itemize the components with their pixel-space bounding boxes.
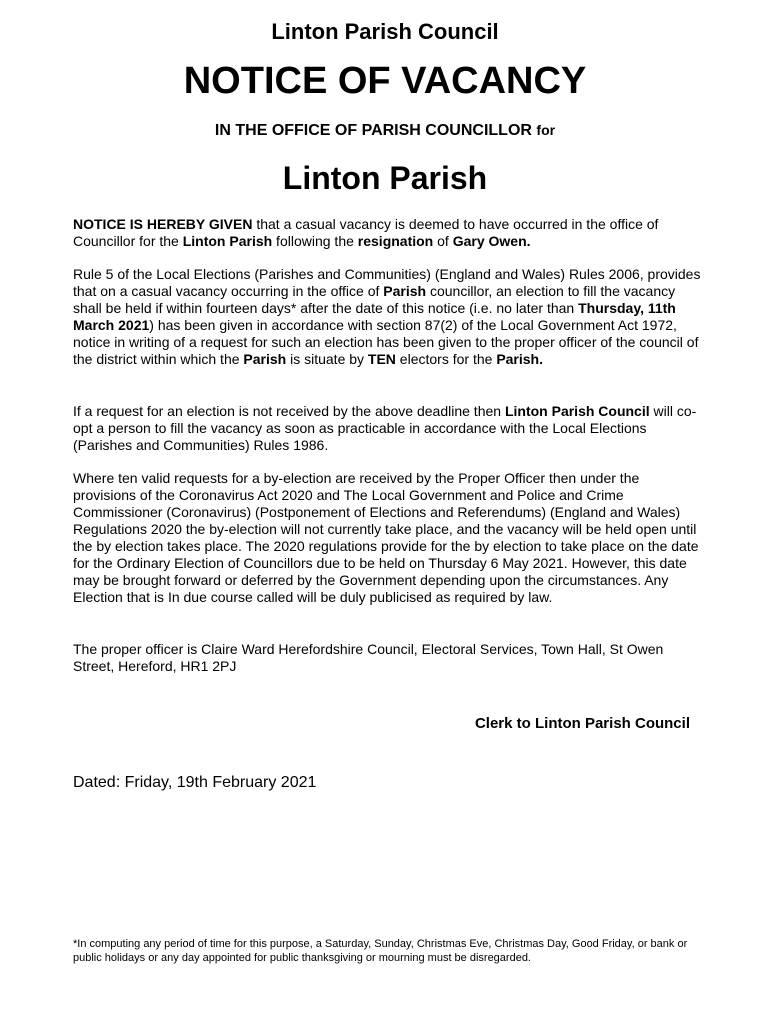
- footnote: *In computing any period of time for this purpose, a Saturday, Sunday, Christmas Eve, Christmas Day, Good Friday, or bank or public holidays or any day appointed for public thanksgiving or mourning must be disregarded.: [73, 938, 688, 964]
- ten-electors-bold: TEN: [367, 351, 396, 367]
- parish-heading: Linton Parish: [282, 160, 488, 196]
- co-opt-paragraph: [73, 403, 703, 454]
- notice-lead: NOTICE IS HEREBY GIVEN: [73, 216, 253, 232]
- paragraph-text: ) has been given in accordance with section 87(2) of the Local Government Act 1972, notice in writing of a request for such an election has been given to the proper officer of the council of the district within which the: [73, 317, 699, 367]
- paragraph-text: If a request for an election is not received by the above deadline then: [73, 403, 505, 419]
- office-line: [0, 119, 770, 142]
- paragraph-text: that a casual vacancy is deemed to have occurred in the office of Councillor for the: [73, 216, 659, 249]
- paragraph-text: councillor, an election to fill the vacancy shall be held if within fourteen days* after the date of this notice (i.e. no later than: [73, 283, 676, 316]
- notice-paragraph: [73, 216, 703, 250]
- office-line-text: IN THE OFFICE OF PARISH COUNCILLOR: [214, 122, 532, 139]
- coronavirus-paragraph: Where ten valid requests for a by-election are received by the Proper Officer then under the provisions of the Coronavirus Act 2020 and The Local Government and Police and Crime Commissioner (Coronavirus) (Postponement of Elections and Referendums) (England and Wales) Regulations 2020 the by-election will not currently take place, and the vacancy will be held open until the by election takes place. The 2020 regulations provide for the by election to take place on the date for the Ordinary Election of Councillors due to be held on Thursday 6 May 2021. However, this date may be brought forward or deferred by the Government depending upon the circumstances. Any Election that is In due course called will be duly publicised as required by law.: [73, 470, 699, 605]
- parish-bold: Parish: [383, 283, 427, 299]
- paragraph-text: Rule 5 of the Local Elections (Parishes and Communities) (England and Wales) Rules 2006, provides that on a casual vacancy occurring in the office of: [73, 266, 701, 299]
- deadline-date: Thursday, 11th March 2021: [73, 300, 676, 333]
- parish-name-bold: Linton Parish: [182, 233, 273, 249]
- rules-paragraph: [73, 266, 703, 368]
- notice-title: NOTICE OF VACANCY: [183, 60, 587, 102]
- clerk-signature: Clerk to Linton Parish Council: [474, 715, 690, 732]
- resignation-bold: resignation: [357, 233, 434, 249]
- parish-bold: Parish: [243, 351, 287, 367]
- parish-bold: Parish.: [496, 351, 544, 367]
- paragraph-text: of: [433, 233, 453, 249]
- proper-officer-paragraph: The proper officer is Claire Ward Herefordshire Council, Electoral Services, Town Hall, St Owen Street, Hereford, HR1 2PJ: [73, 641, 664, 674]
- office-line-suffix: for: [536, 122, 556, 138]
- council-bold: Linton Parish Council: [504, 403, 650, 419]
- paragraph-text: will co-opt a person to fill the vacancy as soon as practicable in accordance with the Local Elections (Parishes and Communities) Rules 1986.: [73, 403, 697, 453]
- person-name: Gary Owen.: [452, 233, 531, 249]
- paragraph-text: following the: [272, 233, 358, 249]
- paragraph-text: electors for the: [395, 351, 497, 367]
- council-name: Linton Parish Council: [271, 19, 499, 44]
- paragraph-text: is situate by: [286, 351, 368, 367]
- dated-line: Dated: Friday, 19th February 2021: [73, 774, 317, 791]
